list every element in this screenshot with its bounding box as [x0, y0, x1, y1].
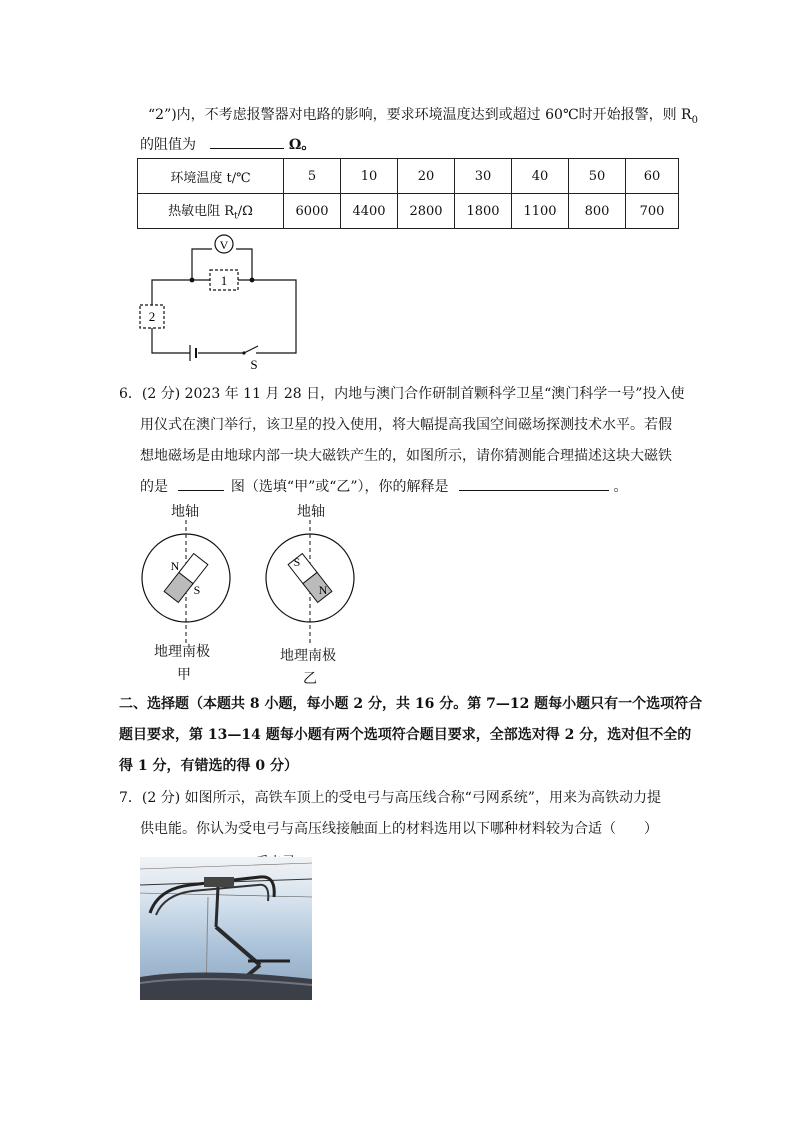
table-cell: 40	[512, 159, 569, 194]
table-row	[138, 194, 679, 229]
q6-line4-a: 的是	[140, 479, 168, 495]
figure-yi	[262, 520, 358, 644]
q6-line4-c: 。	[613, 479, 628, 495]
circuit-diagram	[130, 232, 310, 372]
table-row	[138, 159, 679, 194]
table-cell: 50	[569, 159, 626, 194]
q5-line2-prefix: 的阻值为	[140, 137, 196, 153]
section2-line2: 题目要求，第 13—14 题每小题有两个选项符合题目要求，全部选对得 2 分，选对但不全的	[119, 727, 692, 743]
q5-text-line2	[140, 134, 315, 154]
q6-explanation-blank[interactable]	[459, 476, 609, 491]
fig-a-axis-label: 地轴	[171, 504, 199, 520]
fig-b-bottom-pole: N	[318, 583, 328, 597]
q5-r0-subscript: 0	[691, 114, 698, 126]
fig-a-bottom-pole: S	[193, 583, 201, 597]
table-cell: 1100	[512, 194, 569, 229]
table-cell: 2800	[398, 194, 455, 229]
table-cell: 1800	[455, 194, 512, 229]
q6-line2: 用仪式在澳门举行，该卫星的投入使用，将大幅提高我国空间磁场探测技术水平。若假	[140, 417, 672, 433]
q6-line4-b: 图（选填“甲”或“乙”），你的解释是	[230, 479, 449, 495]
q6-line1: 6．(2 分) 2023 年 11 月 28 日，内地与澳门合作研制首颗科学卫星“澳门科学一号”投入使	[119, 386, 685, 402]
resistance-header-subscript: t	[234, 211, 238, 222]
table-cell: 800	[569, 194, 626, 229]
q6-choice-blank[interactable]	[178, 476, 224, 491]
fig-a-name: 甲	[177, 667, 191, 683]
fig-a-south-pole-label: 地理南极	[154, 644, 210, 660]
table-header-temperature: 环境温度 t/℃	[138, 159, 284, 194]
switch-pivot	[242, 351, 245, 354]
q7-line2: 供电能。你认为受电弓与高压线接触面上的材料选用以下哪种材料较为合适（ ）	[140, 821, 658, 837]
table-header-resistance	[138, 194, 284, 229]
thermistor-table	[137, 158, 679, 229]
table-cell: 5	[284, 159, 341, 194]
table-cell: 700	[626, 194, 679, 229]
pantograph-photo	[140, 857, 312, 1000]
table-cell: 30	[455, 159, 512, 194]
q7-line1: 7．(2 分) 如图所示，高铁车顶上的受电弓与高压线合称“弓网系统”，用来为高铁动力提	[119, 790, 661, 806]
pantograph-illustration	[140, 857, 312, 1000]
fig-b-south-pole-label: 地理南极	[280, 648, 336, 664]
voltmeter-label: V	[219, 238, 229, 252]
table-cell: 60	[626, 159, 679, 194]
resistance-header-unit: /Ω	[237, 204, 253, 220]
fig-b-name: 乙	[303, 671, 317, 687]
fig-a-top-pole: N	[170, 559, 180, 573]
junction-dot	[190, 278, 195, 283]
resistance-header-text: 热敏电阻 R	[168, 204, 235, 220]
q5-answer-blank[interactable]	[210, 134, 284, 149]
junction-dot	[250, 278, 255, 283]
switch-label: S	[250, 357, 258, 372]
q6-line3: 想地磁场是由地球内部一块大磁铁产生的，如图所示，请你猜测能合理描述这块大磁铁	[140, 448, 672, 464]
q5-line1-text: “2”)内，不考虑报警器对电路的影响，要求环境温度达到或超过 60℃时开始报警，则 R	[148, 107, 692, 123]
q5-unit: Ω。	[288, 137, 316, 153]
q5-text-line1	[148, 104, 698, 126]
section2-line1: 二、选择题（本题共 8 小题，每小题 2 分，共 16 分。第 7—12 题每小题只有一个选项符合	[119, 696, 703, 712]
fig-b-axis-label: 地轴	[297, 504, 325, 520]
table-cell: 20	[398, 159, 455, 194]
box1-label: 1	[220, 273, 228, 288]
fig-b-top-pole: S	[293, 555, 301, 569]
table-cell: 6000	[284, 194, 341, 229]
box2-label: 2	[148, 309, 156, 324]
figure-jia	[138, 520, 234, 644]
section2-line3: 得 1 分，有错选的得 0 分）	[119, 758, 298, 774]
table-cell: 4400	[341, 194, 398, 229]
table-cell: 10	[341, 159, 398, 194]
q6-line4	[140, 476, 627, 496]
